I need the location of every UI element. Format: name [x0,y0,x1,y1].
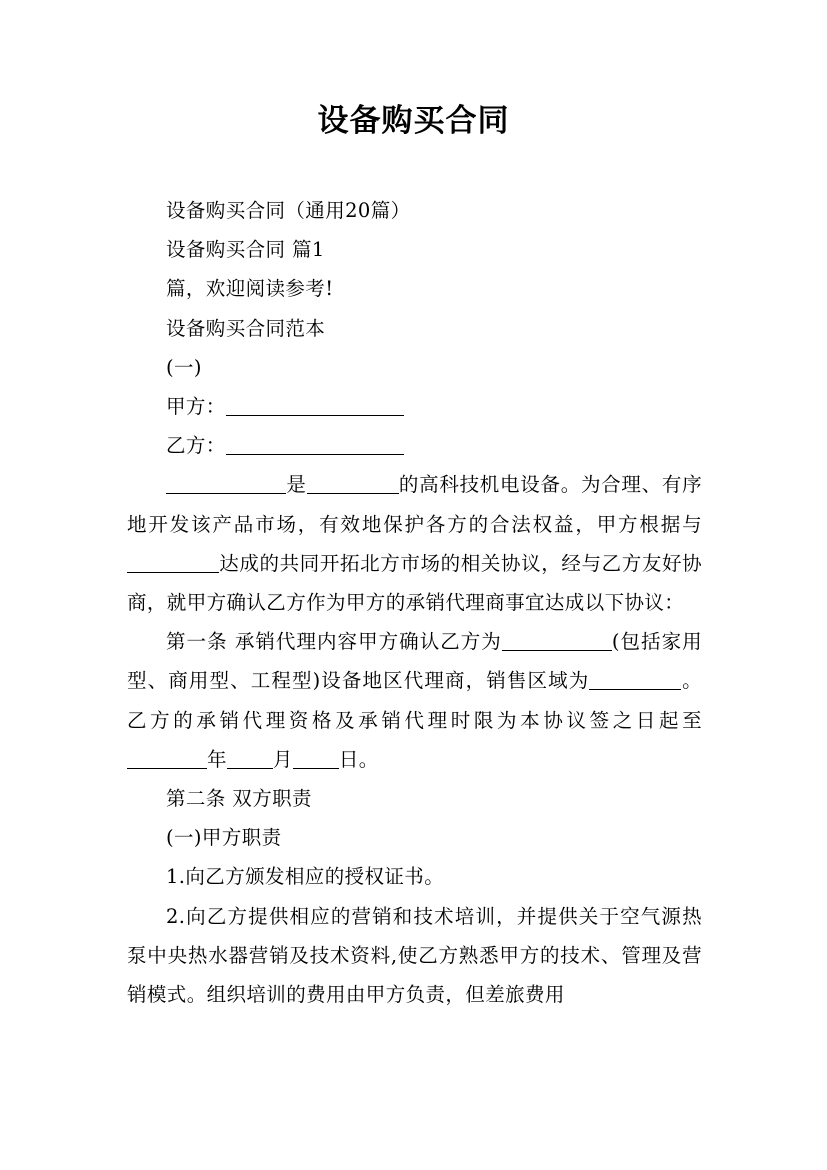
article-1-month: 月 [272,747,293,771]
intro-text-1: 是 [286,473,307,497]
article-1-paragraph [127,622,702,779]
article-1-text-2: (包括家用型、商用型、工程型)设备地区代理商，销售区域为 [127,630,703,693]
party-b-label: 乙方： [166,434,226,458]
intro-text-3: 达成的共同开拓北方市场的相关协议，经与乙方友好协商，就甲方确认乙方作为甲方的承销代理商事宜达成以下协议： [127,551,702,615]
document-body [127,191,702,1014]
part-number: (一) [166,355,202,379]
party-a-duties-heading: (一)甲方职责 [166,826,282,850]
article-1-blank-month [227,748,273,769]
intro-blank-1 [166,474,286,495]
article-1-text-3: 。乙方的承销代理资格及承销代理时限为本协议签之日起至 [127,669,702,732]
party-a-label: 甲方： [166,395,226,419]
article-1-text-1: 第一条 承销代理内容甲方确认乙方为 [166,630,502,654]
article-1-blank-day [293,748,339,769]
article-1-blank-2 [589,670,681,691]
note-line: 篇，欢迎阅读参考! [166,277,334,301]
subtitle-line: 设备购买合同（通用20篇） [166,199,411,222]
party-b-line [127,426,702,465]
intro-blank-3 [127,552,219,573]
article-2-heading: 第二条 双方职责 [166,787,312,811]
duty-item-2: 2.向乙方提供相应的营销和技术培训，并提供关于空气源热泵中央热水器营销及技术资料,使乙方熟悉甲方的技术、管理及营销模式。组织培训的费用由甲方负责，但差旅费用 [127,904,702,1007]
document-title: 设备购买合同 [317,103,510,139]
article-1-day: 日。 [338,747,379,771]
party-a-line [127,387,702,426]
template-heading: 设备购买合同范本 [166,316,326,340]
article-1-blank-1 [502,631,612,652]
intro-blank-2 [307,474,399,495]
section-line: 设备购买合同 篇1 [166,238,325,262]
party-b-blank [226,435,404,456]
intro-text-2: 的高科技机电设备。为合理、有序地开发该产品市场，有效地保护各方的合法权益，甲方根据与 [127,473,702,536]
intro-paragraph [127,465,702,622]
article-1-year: 年 [207,747,227,771]
duty-item-1: 1.向乙方颁发相应的授权证书。 [166,865,445,889]
party-a-blank [226,396,404,417]
article-1-blank-year [127,748,207,769]
